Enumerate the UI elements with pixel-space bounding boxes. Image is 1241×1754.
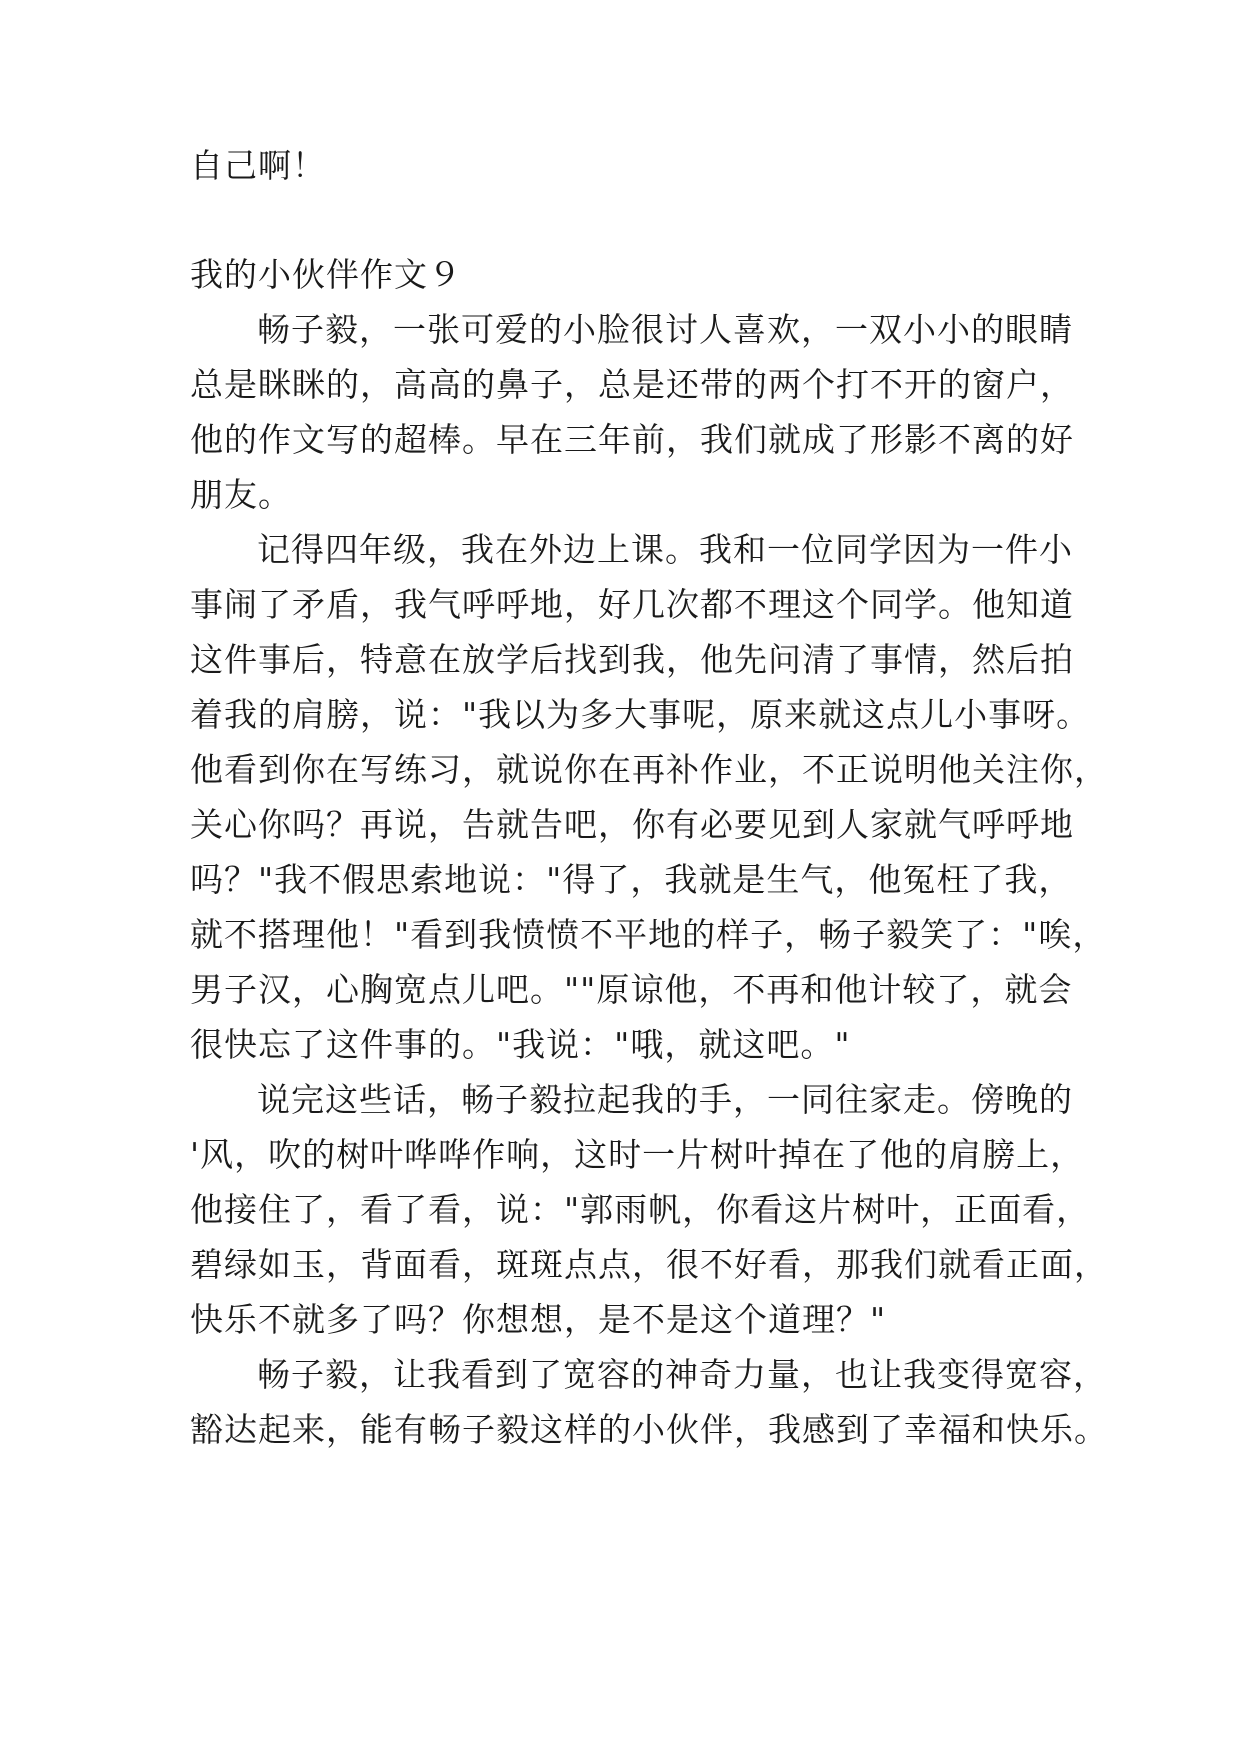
text-line: 关心你吗？再说，告就告吧，你有必要见到人家就气呼呼地 — [190, 805, 1074, 844]
text-line: 朋友。 — [190, 475, 292, 514]
text-line: 畅子毅，一张可爱的小脸很讨人喜欢，一双小小的眼睛 — [257, 310, 1073, 349]
text-line: 豁达起来，能有畅子毅这样的小伙伴，我感到了幸福和快乐。 — [190, 1410, 1108, 1449]
section-heading: 我的小伙伴作文９ — [190, 255, 462, 294]
text-line: 总是眯眯的，高高的鼻子，总是还带的两个打不开的窗户， — [190, 365, 1074, 404]
text-line: 快乐不就多了吗？你想想，是不是这个道理？" — [190, 1300, 887, 1339]
text-line: 他看到你在写练习，就说你在再补作业，不正说明他关注你， — [190, 750, 1108, 789]
text-line: 事闹了矛盾，我气呼呼地，好几次都不理这个同学。他知道 — [190, 585, 1074, 624]
text-line: 着我的肩膀，说："我以为多大事呢，原来就这点儿小事呀。 — [190, 695, 1091, 734]
text-line: 碧绿如玉，背面看，斑斑点点，很不好看，那我们就看正面， — [190, 1245, 1108, 1284]
text-line: 自己啊！ — [190, 146, 326, 185]
text-line: 说完这些话，畅子毅拉起我的手，一同往家走。傍晚的 — [257, 1080, 1073, 1119]
text-line: 他的作文写的超棒。早在三年前，我们就成了形影不离的好 — [190, 420, 1074, 459]
text-line: 记得四年级，我在外边上课。我和一位同学因为一件小 — [257, 530, 1073, 569]
text-line: 畅子毅，让我看到了宽容的神奇力量，也让我变得宽容， — [257, 1355, 1107, 1394]
text-line: 就不搭理他！"看到我愤愤不平地的样子，畅子毅笑了："唉， — [190, 915, 1107, 954]
text-line: 这件事后，特意在放学后找到我，他先问清了事情，然后拍 — [190, 640, 1074, 679]
text-line: '风，吹的树叶哗哗作响，这时一片树叶掉在了他的肩膀上， — [190, 1135, 1085, 1174]
text-line: 很快忘了这件事的。"我说："哦，就这吧。" — [190, 1025, 851, 1064]
text-line: 男子汉，心胸宽点儿吧。""原谅他，不再和他计较了，就会 — [190, 970, 1073, 1009]
text-line: 吗？"我不假思索地说："得了，我就是生气，他冤枉了我， — [190, 860, 1073, 899]
text-line: 他接住了，看了看，说："郭雨帆，你看这片树叶，正面看， — [190, 1190, 1091, 1229]
